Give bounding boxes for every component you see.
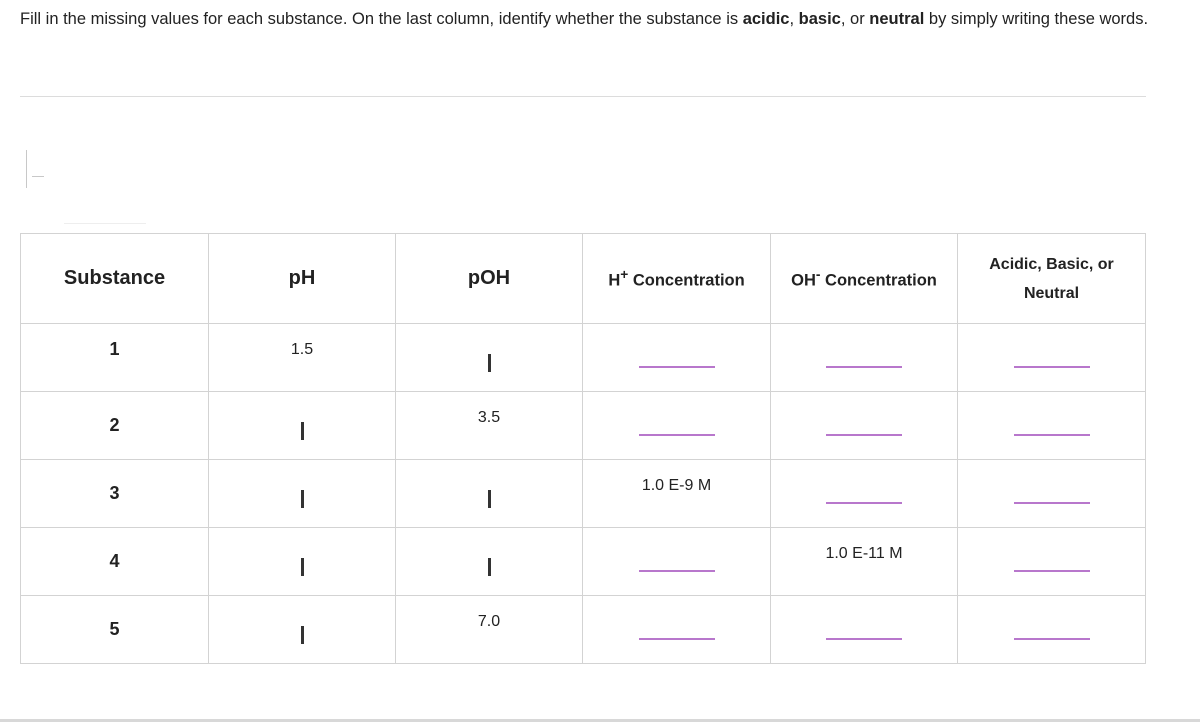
poh-value: 3.5 [477,408,501,426]
header-oh-sup: - [815,266,821,282]
header-acidity [958,234,1146,324]
instructions-acidic: acidic [742,10,790,28]
substance-number: 1 [109,339,120,359]
substance-number: 4 [109,551,120,571]
h-conc-blank[interactable] [639,366,715,368]
poh-blank[interactable] [488,558,491,576]
header-oh-label: Concentration [820,271,937,290]
ph-blank[interactable] [301,626,304,644]
oh-conc-blank[interactable] [826,638,902,640]
header-oh-symbol: OH [791,271,816,290]
oh-conc-blank[interactable] [826,366,902,368]
poh-value: 7.0 [477,612,501,630]
ph-value: 1.5 [290,340,314,358]
substance-number: 3 [109,483,120,503]
header-h-symbol: H [608,271,621,290]
poh-blank[interactable] [488,354,491,372]
header-ph: pH [209,234,396,324]
header-h-label: Concentration [628,271,745,290]
substance-table [20,233,1146,664]
acidity-blank[interactable] [1014,366,1090,368]
h-conc-blank[interactable] [639,638,715,640]
instructions-text [20,4,1170,34]
acidity-blank[interactable] [1014,638,1090,640]
faint-divider [64,223,146,224]
oh-conc-value: 1.0 E-11 M [825,544,903,562]
header-h-sup: + [620,266,629,282]
instructions-sep1: , [789,10,799,28]
text-cursor-icon [26,150,44,188]
table-row [21,460,1146,528]
table-row [21,392,1146,460]
acidity-blank[interactable] [1014,434,1090,436]
table-row [21,324,1146,392]
oh-conc-blank[interactable] [826,502,902,504]
header-oh-concentration [771,234,958,324]
instructions-part2: by simply writing these words. [924,10,1149,28]
substance-number: 5 [109,619,120,639]
top-divider [20,96,1146,97]
instructions-sep2: , or [840,10,870,28]
acidity-blank[interactable] [1014,502,1090,504]
table-row [21,596,1146,664]
header-substance: Substance [21,234,209,324]
instructions-neutral: neutral [869,10,925,28]
header-acidity-line2: Neutral [1023,284,1080,302]
instructions-basic: basic [798,10,841,28]
oh-conc-blank[interactable] [826,434,902,436]
instructions-part1: Fill in the missing values for each substance. On the last column, identify whether the substance is [20,10,743,28]
acidity-blank[interactable] [1014,570,1090,572]
poh-blank[interactable] [488,490,491,508]
header-acidity-line1: Acidic, Basic, or [989,255,1114,273]
h-conc-blank[interactable] [639,434,715,436]
ph-blank[interactable] [301,490,304,508]
table-row [21,528,1146,596]
h-conc-value: 1.0 E-9 M [641,476,712,494]
substance-number: 2 [109,415,120,435]
header-poh: pOH [396,234,583,324]
ph-blank[interactable] [301,558,304,576]
ph-blank[interactable] [301,422,304,440]
header-h-concentration [583,234,771,324]
h-conc-blank[interactable] [639,570,715,572]
table-header-row [21,234,1146,324]
